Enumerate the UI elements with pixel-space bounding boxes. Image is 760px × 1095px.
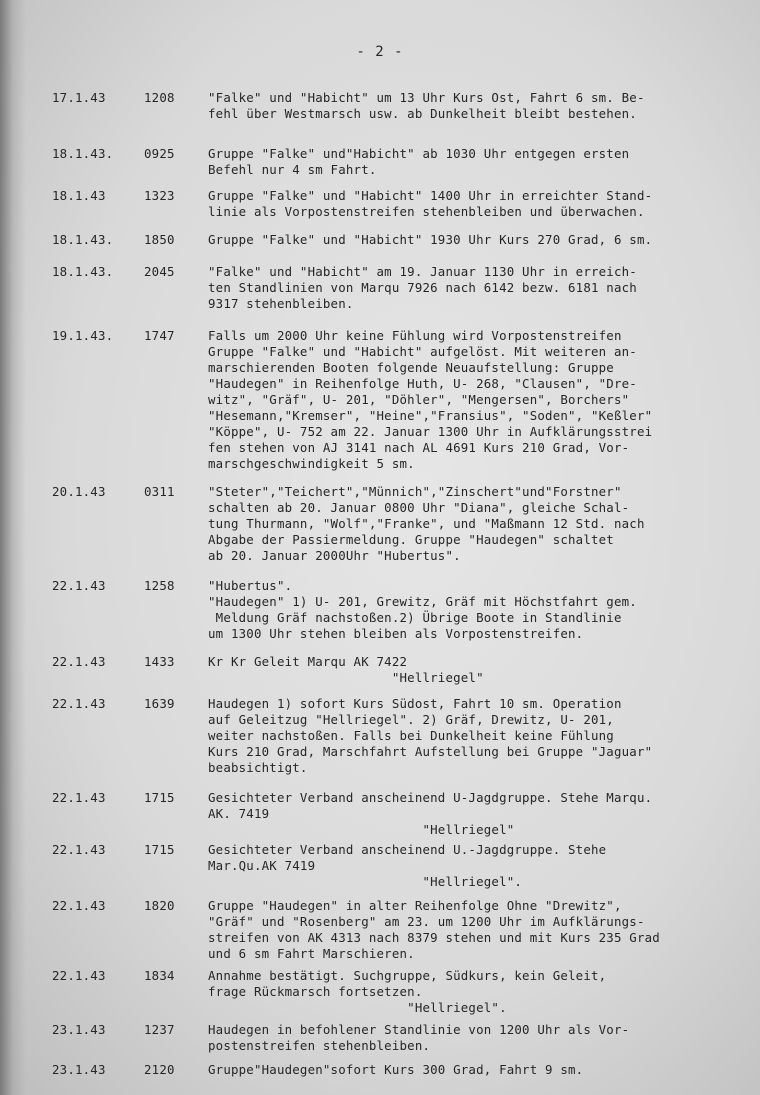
entry-text: Haudegen 1) sofort Kurs Südost, Fahrt 10 sm. Operation auf Geleitzug "Hellriegel". 2) Gräf, Drewitz, U- 201, weiter nachstoßen. Falls bei Dunkelheit keine Fühlung Kurs 210 Grad, Marschfahrt Aufstellung bei Gruppe "Jaguar" beabsichtigt. [208, 696, 653, 775]
scan-edge-shadow [0, 0, 26, 1095]
entry-text: Haudegen in befohlener Standlinie von 1200 Uhr als Vor- postenstreifen stehenbleiben. [208, 1022, 630, 1053]
entry-date: 23.1.43 [52, 1022, 106, 1037]
entry-date: 18.1.43. [52, 232, 114, 247]
entry-time: 2120 [144, 1062, 175, 1077]
entry-time: 1433 [144, 654, 175, 669]
entry-text: Gruppe"Haudegen"sofort Kurs 300 Grad, Fahrt 9 sm. [208, 1062, 584, 1077]
page-number: - 2 - [356, 44, 404, 60]
entry-date: 18.1.43. [52, 264, 114, 279]
entry-date: 22.1.43 [52, 968, 106, 983]
entry-text: "Falke" und "Habicht" am 19. Januar 1130 Uhr in erreich- ten Standlinien von Marqu 7926 nach 6142 bezw. 6181 nach 9317 stehenbleiben. [208, 264, 637, 311]
entry-time: 1639 [144, 696, 175, 711]
entry-date: 19.1.43. [52, 328, 114, 343]
entry-text: "Steter","Teichert","Münnich","Zinschert"und"Forstner" schalten ab 20. Januar 0800 Uhr "Diana", gleiche Schal- tung Thurmann, "Wolf","Franke", und "Maßmann 12 Std. nach Abgabe der Passiermeldung. Gruppe "Haudegen" schaltet ab 20. Januar 2000Uhr "Hubertus". [208, 484, 645, 563]
entry-time: 1237 [144, 1022, 175, 1037]
entry-time: 1747 [144, 328, 175, 343]
entry-time: 1820 [144, 898, 175, 913]
entry-text: Kr Kr Geleit Marqu AK 7422 "Hellriegel" [208, 654, 484, 685]
entry-date: 22.1.43 [52, 842, 106, 857]
entry-time: 0311 [144, 484, 175, 499]
entry-time: 0925 [144, 146, 175, 161]
entry-text: Gruppe "Haudegen" in alter Reihenfolge Ohne "Drewitz", "Gräf" und "Rosenberg" am 23. um 1200 Uhr im Aufklärungs- streifen von AK 4313 nach 8379 stehen und mit Kurs 235 Grad und 6 sm Fahrt Marschieren. [208, 898, 660, 961]
entry-text: Gesichteter Verband anscheinend U-Jagdgruppe. Stehe Marqu. AK. 7419 "Hellriegel" [208, 790, 653, 837]
entry-time: 1715 [144, 790, 175, 805]
entry-text: Gruppe "Falke" und"Habicht" ab 1030 Uhr entgegen ersten Befehl nur 4 sm Fahrt. [208, 146, 630, 177]
entry-date: 18.1.43 [52, 188, 106, 203]
entry-text: "Falke" und "Habicht" um 13 Uhr Kurs Ost, Fahrt 6 sm. Be- fehl über Westmarsch usw. ab Dunkelheit bleibt bestehen. [208, 90, 645, 121]
entry-text: Annahme bestätigt. Suchgruppe, Südkurs, kein Geleit, frage Rückmarsch fortsetzen. "Hellriegel". [208, 968, 607, 1015]
entry-date: 17.1.43 [52, 90, 106, 105]
entry-time: 1208 [144, 90, 175, 105]
entry-time: 1850 [144, 232, 175, 247]
entry-time: 1715 [144, 842, 175, 857]
entry-date: 22.1.43 [52, 696, 106, 711]
entry-date: 22.1.43 [52, 790, 106, 805]
entry-time: 1834 [144, 968, 175, 983]
entry-text: Gruppe "Falke" und "Habicht" 1930 Uhr Kurs 270 Grad, 6 sm. [208, 232, 653, 247]
entry-time: 2045 [144, 264, 175, 279]
entry-date: 20.1.43 [52, 484, 106, 499]
entry-date: 22.1.43 [52, 898, 106, 913]
entry-date: 22.1.43 [52, 578, 106, 593]
entry-time: 1258 [144, 578, 175, 593]
entry-text: Falls um 2000 Uhr keine Fühlung wird Vorpostenstreifen Gruppe "Falke" und "Habicht" aufgelöst. Mit weiteren an- marschierenden Booten folgende Neuaufstellung: Gruppe "Haudegen" in Reihenfolge Huth, U- 268, "Clausen", "Dre- witz", "Gräf", U- 201, "Döhler", "Mengersen", Borchers" "Hesemann,"Kremser", "Heine","Fransius", "Soden", "Keßler" "Köppe", U- 752 am 22. Januar 1300 Uhr in Aufklärungsstrei fen stehen von AJ 3141 nach AL 4691 Kurs 210 Grad, Vor- marschgeschwindigkeit 5 sm. [208, 328, 653, 471]
entry-date: 18.1.43. [52, 146, 114, 161]
entry-text: "Hubertus". "Haudegen" 1) U- 201, Grewitz, Gräf mit Höchstfahrt gem. Meldung Gräf nachstoßen.2) Übrige Boote in Standlinie um 1300 Uhr stehen bleiben als Vorpostenstreifen. [208, 578, 637, 641]
entry-time: 1323 [144, 188, 175, 203]
entry-text: Gruppe "Falke" und "Habicht" 1400 Uhr in erreichter Stand- linie als Vorpostenstreifen stehenbleiben und überwachen. [208, 188, 653, 219]
entry-text: Gesichteter Verband anscheinend U.-Jagdgruppe. Stehe Mar.Qu.AK 7419 "Hellriegel". [208, 842, 607, 889]
entry-date: 22.1.43 [52, 654, 106, 669]
entry-date: 23.1.43 [52, 1062, 106, 1077]
